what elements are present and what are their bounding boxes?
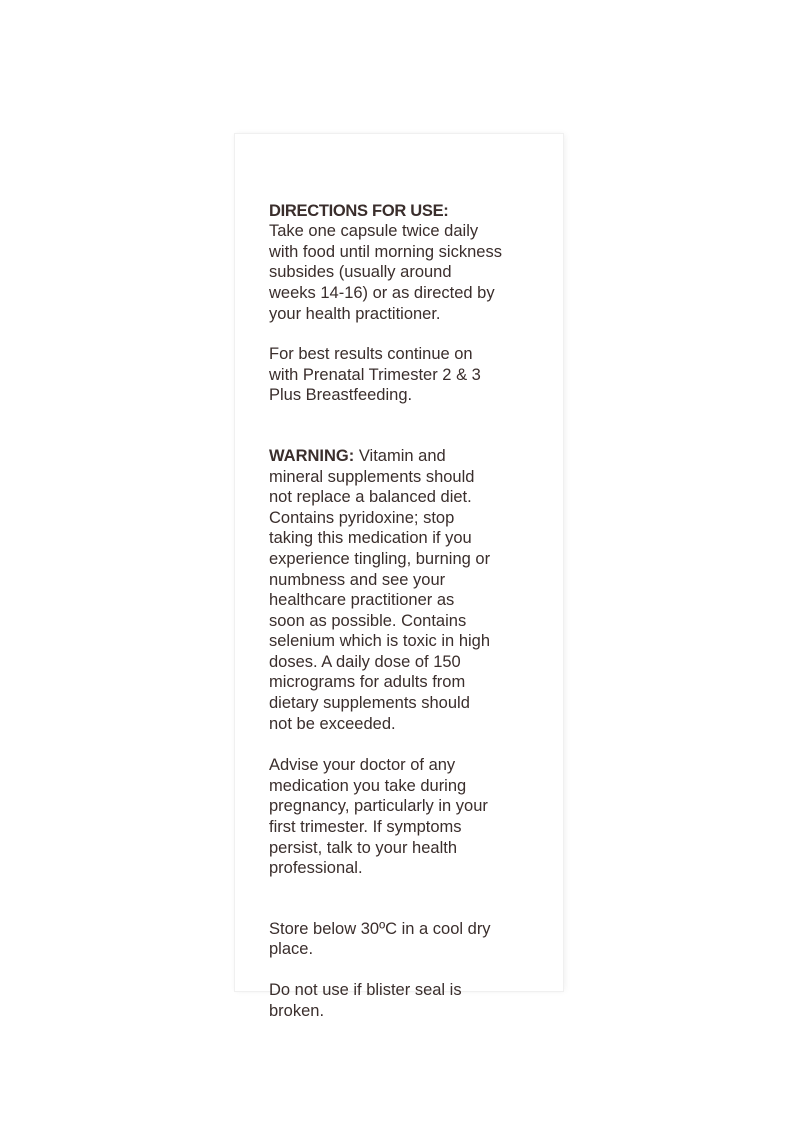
directions-body: Take one capsule twice daily with food until morning sickness subsides (usually around weeks 14-16) or as directed by your health practitioner. (269, 222, 502, 323)
storage-text: Store below 30ºC in a cool dry place. (269, 919, 491, 959)
warning-body: Vitamin and mineral supplements should not replace a balanced diet. Contains pyridoxine; stop taking this medication if you experience tingling, burning or numbness and see your healthcare practitioner as soon as possible. Contains selenium which is toxic in high doses. A daily dose of 150 micrograms for adults from dietary supplements should not be exceeded. (269, 446, 491, 733)
best-results-text: For best results continue on with Prenatal Trimester 2 & 3 Plus Breastfeeding. (269, 345, 481, 405)
blister-seal-text: Do not use if blister seal is broken. (269, 981, 462, 1020)
directions-heading: DIRECTIONS FOR USE: (269, 201, 449, 220)
directions-section (269, 180, 549, 324)
advise-text: Advise your doctor of any medication you take during pregnancy, particularly in your first trimester. If symptoms persist, talk to your health professional. (269, 756, 488, 878)
warning-heading: WARNING: (269, 446, 355, 465)
warning-section (269, 446, 549, 734)
label-text (269, 180, 549, 1021)
